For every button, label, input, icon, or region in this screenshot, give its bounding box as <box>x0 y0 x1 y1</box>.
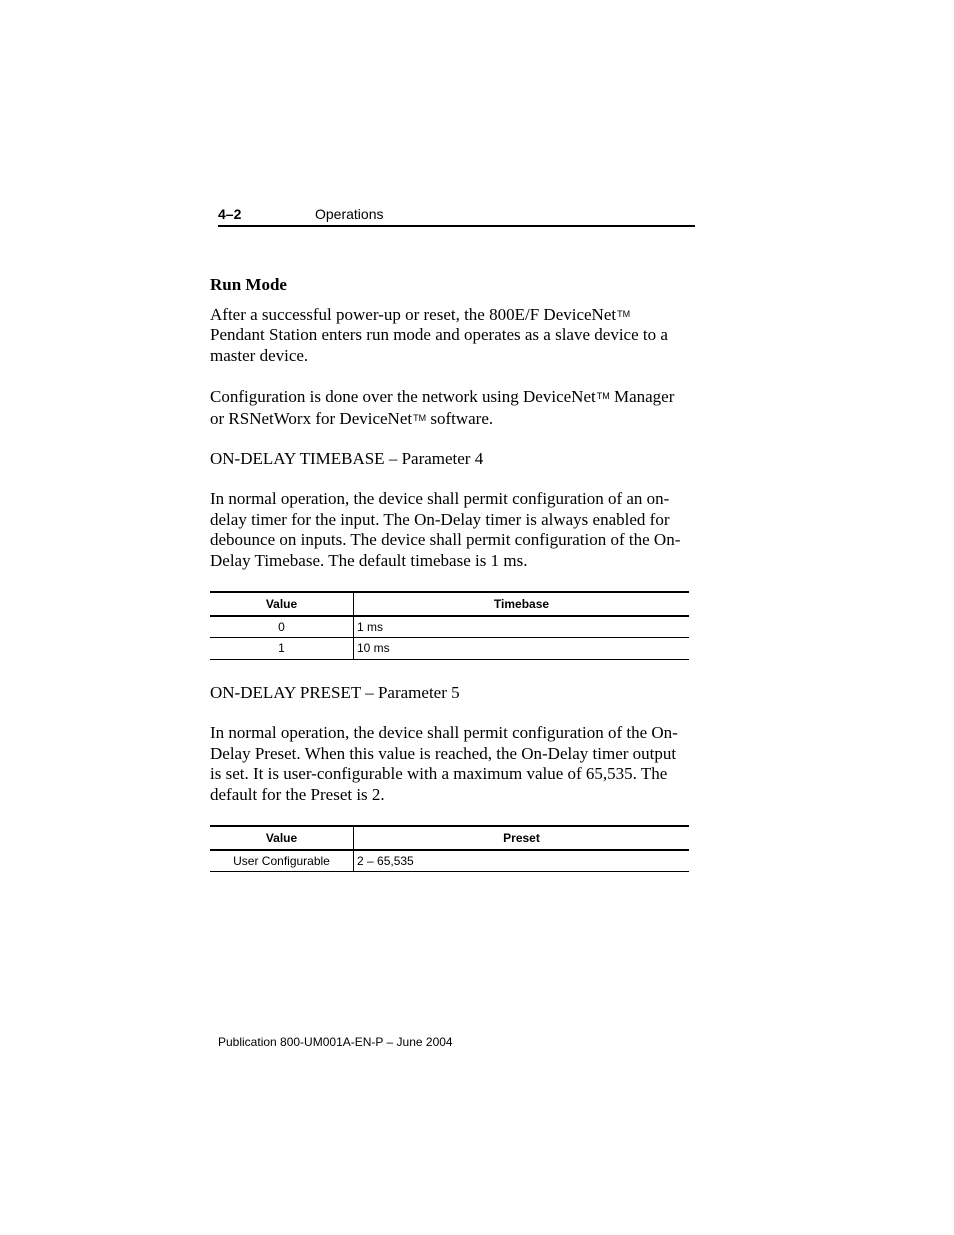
table-cell: 2 – 65,535 <box>354 850 690 872</box>
page-header <box>218 205 695 227</box>
column-header-timebase: Timebase <box>354 592 690 616</box>
table-cell: 1 ms <box>354 616 690 638</box>
run-mode-heading: Run Mode <box>210 275 287 294</box>
page-number: 4–2 <box>218 206 242 222</box>
run-mode-paragraph-1 <box>210 304 690 366</box>
main-content <box>210 275 690 895</box>
run-mode-text-1b: Pendant Station enters run mode and operates as a slave device to a master device. <box>210 325 668 365</box>
preset-description: In normal operation, the device shall permit configuration of the On-Delay Preset. When this value is reached, the On-Delay timer output is set. It is user-configurable with a maximum value of 65,535. The default for the Preset is 2. <box>210 723 678 804</box>
column-header-value: Value <box>210 826 354 850</box>
timebase-title: ON-DELAY TIMEBASE – Parameter 4 <box>210 449 484 469</box>
table-cell: 10 ms <box>354 638 690 659</box>
page-footer: Publication 800-UM001A-EN-P – June 2004 <box>218 1035 453 1049</box>
table-cell: 1 <box>210 638 354 659</box>
timebase-table <box>210 591 689 660</box>
column-header-preset: Preset <box>354 826 690 850</box>
column-header-value: Value <box>210 592 354 616</box>
table-cell: User Configurable <box>210 850 354 872</box>
table-header-row <box>210 826 689 850</box>
section-title: Operations <box>315 206 384 222</box>
trademark-mark: TM <box>596 391 610 402</box>
preset-title: ON-DELAY PRESET – Parameter 5 <box>210 682 460 702</box>
preset-table <box>210 825 689 872</box>
table-header-row <box>210 592 689 616</box>
table-row <box>210 850 689 872</box>
timebase-description: In normal operation, the device shall permit configuration of an on-delay timer for the input. The On-Delay timer is always enabled for debounce on inputs. The device shall permit configuration of the On-Delay Timebase. The default timebase is 1 ms. <box>210 489 681 570</box>
run-mode-paragraph-2 <box>210 386 690 429</box>
run-mode-text-2b: Manager or RSNetWorx for DeviceNet <box>210 387 675 428</box>
table-row <box>210 616 689 638</box>
run-mode-text-1a: After a successful power-up or reset, the 800E/F DeviceNet <box>210 305 617 324</box>
run-mode-text-2a: Configuration is done over the network using DeviceNet <box>210 387 596 407</box>
trademark-mark: TM <box>413 412 427 423</box>
run-mode-text-2c: software. <box>426 408 494 428</box>
table-cell: 0 <box>210 616 354 638</box>
trademark-mark: TM <box>617 309 631 319</box>
table-row <box>210 638 689 659</box>
